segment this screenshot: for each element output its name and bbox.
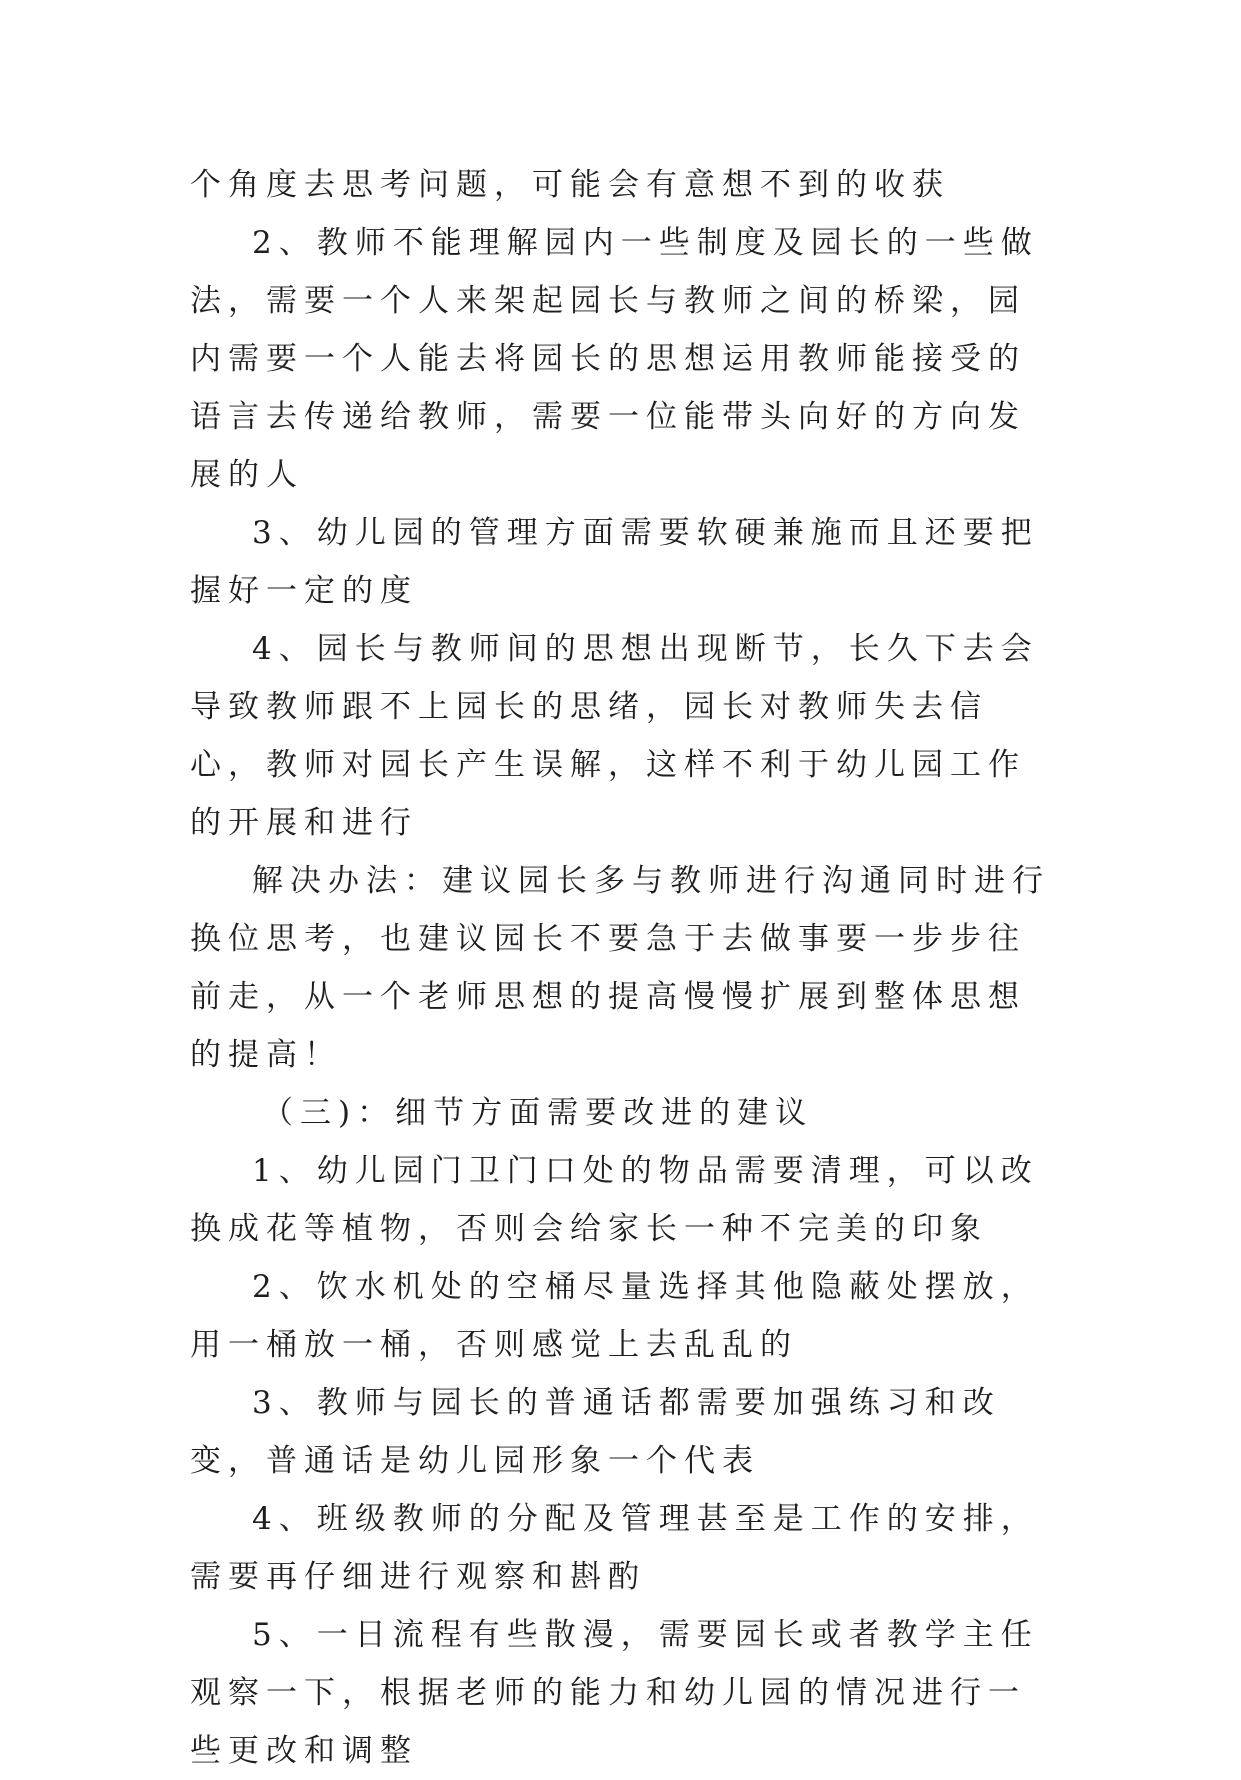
paragraph-continuation: 个角度去思考问题，可能会有意想不到的收获	[190, 167, 950, 203]
paragraph-item-2-bridge: 2、教师不能理解园内一些制度及园长的一些做法，需要一个人来架起园长与教师之间的桥梁，园内需要一个人能去将园长的思想运用教师能接受的语言去传递给教师，需要一位能带头向好的方向发展的人	[190, 225, 1039, 493]
section-heading-details: （三)：细节方面需要改进的建议	[262, 1095, 814, 1131]
paragraph-item-3-management: 3、幼儿园的管理方面需要软硬兼施而且还要把握好一定的度	[190, 515, 1039, 609]
paragraph-detail-1: 1、幼儿园门卫门口处的物品需要清理，可以改换成花等植物，否则会给家长一种不完美的印象	[190, 1153, 1039, 1247]
paragraph-item-4-disconnect: 4、园长与教师间的思想出现断节，长久下去会导致教师跟不上园长的思绪，园长对教师失去信心，教师对园长产生误解，这样不利于幼儿园工作的开展和进行	[190, 631, 1039, 841]
document-body	[190, 156, 1055, 1780]
paragraph-solution: 解决办法：建议园长多与教师进行沟通同时进行换位思考，也建议园长不要急于去做事要一步步往前走，从一个老师思想的提高慢慢扩展到整体思想的提高！	[190, 863, 1050, 1073]
paragraph-detail-5: 5、一日流程有些散漫，需要园长或者教学主任观察一下，根据老师的能力和幼儿园的情况进行一些更改和调整	[190, 1617, 1039, 1769]
paragraph-detail-2: 2、饮水机处的空桶尽量选择其他隐蔽处摆放，用一桶放一桶，否则感觉上去乱乱的	[190, 1269, 1039, 1363]
paragraph-detail-4: 4、班级教师的分配及管理甚至是工作的安排，需要再仔细进行观察和斟酌	[190, 1501, 1039, 1595]
paragraph-detail-3: 3、教师与园长的普通话都需要加强练习和改变，普通话是幼儿园形象一个代表	[190, 1385, 1001, 1479]
